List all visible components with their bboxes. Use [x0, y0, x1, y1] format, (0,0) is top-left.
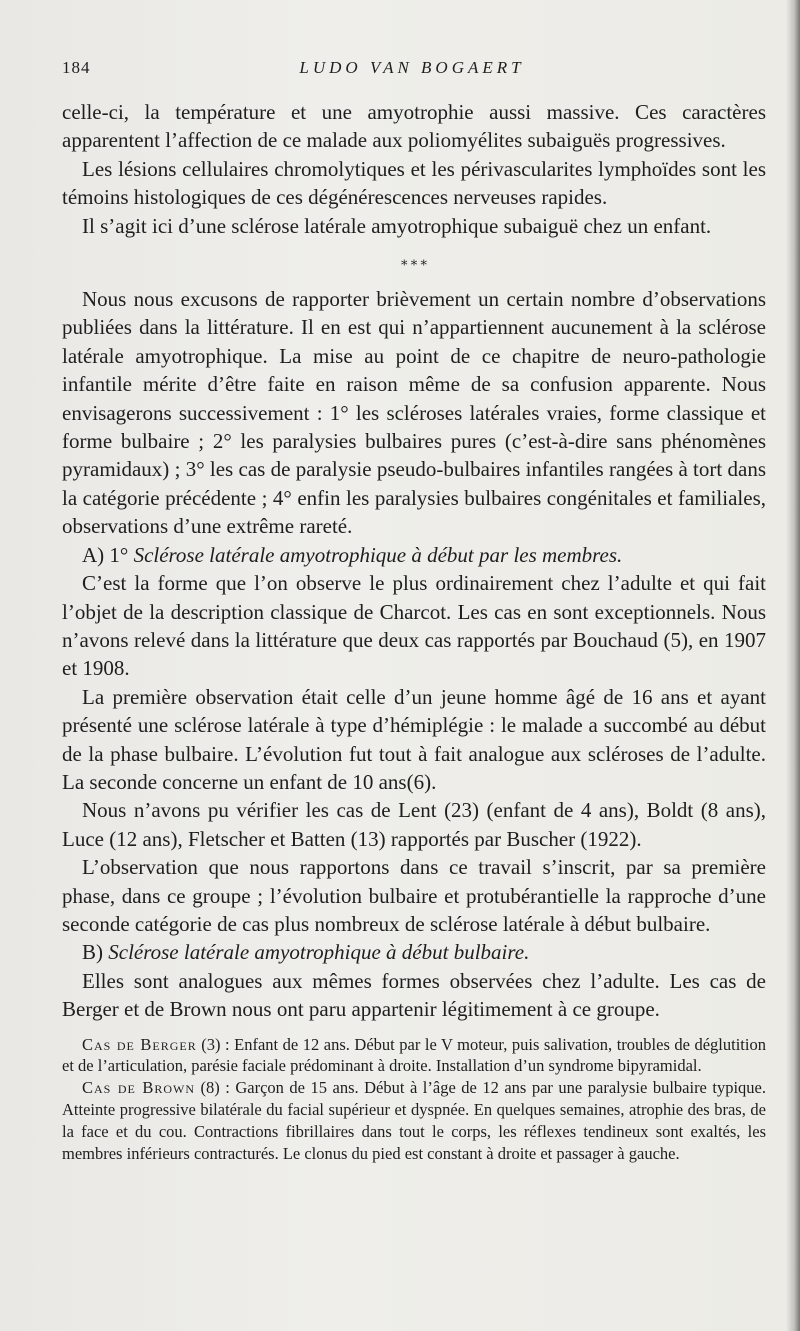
case-note-berger-head: Cas de Berger	[82, 1034, 197, 1054]
section-b-title: Sclérose latérale amyotrophique à début bulbaire.	[108, 940, 530, 965]
paragraph-5: C’est la forme que l’on observe le plus ordinairement chez l’adulte et qui fait l’objet de la description classique de Charcot. Les cas en sont exceptionnels. Nous n’avons relevé dans la littérature que deux cas rapportés par Bouchaud (5), en 1907 et 1908.	[62, 571, 766, 681]
case-note-berger	[62, 1034, 766, 1078]
case-note-brown-text: (8) : Garçon de 15 ans. Début à l’âge de 12 ans par une paralysie bulbaire typique. Atteinte progressive bilatérale du facial supérieur et dyspnée. En quelques semaines, atrophie des bras, de la face et du cou. Contractions fibrillaires dans tout le corps, les réflexes tendineux sont exaltés, les membres inférieurs contracturés. Le clonus du pied est constant à droite et passager à gauche.	[62, 1078, 767, 1163]
paragraph-1: celle-ci, la température et une amyotrophie aussi massive. Ces caractères apparentent l’affection de ce malade aux poliomyélites subaiguës progressives.	[62, 100, 766, 153]
page-number: 184	[62, 58, 91, 77]
case-note-brown	[62, 1077, 766, 1164]
paragraph-3: Il s’agit ici d’une sclérose latérale amyotrophique subaiguë chez un enfant.	[82, 213, 712, 238]
section-asterism: ⁎ ⁎ ⁎	[401, 253, 427, 269]
section-a-heading	[62, 541, 766, 569]
section-a-title: Sclérose latérale amyotrophique à début par les membres.	[133, 542, 623, 567]
paragraph-8: L’observation que nous rapportons dans ce travail s’inscrit, par sa première phase, dans ce groupe ; l’évolution bulbaire et protubérantielle la rapproche d’une seconde catégorie de cas plus nombreux de sclérose latérale à début bulbaire.	[62, 855, 766, 936]
book-spine-shadow	[786, 0, 800, 1331]
paragraph-9: Elles sont analogues aux mêmes formes observées chez l’adulte. Les cas de Berger et de Brown nous ont paru appartenir légitimement à ce groupe.	[62, 968, 766, 1022]
case-notes	[62, 1034, 766, 1165]
running-title: LUDO VAN BOGAERT	[299, 58, 525, 77]
section-a-prefix: A) 1°	[82, 542, 134, 567]
page-header	[62, 58, 762, 84]
page-body	[62, 98, 766, 1164]
case-note-brown-head: Cas de Brown	[82, 1078, 196, 1098]
paragraph-7: Nous n’avons pu vérifier les cas de Lent (23) (enfant de 4 ans), Boldt (8 ans), Luce (12 ans), Fletscher et Batten (13) rapportés par Buscher (1922).	[62, 798, 766, 851]
section-b-prefix: B)	[82, 940, 109, 965]
section-b-heading	[62, 938, 766, 966]
paragraph-6: La première observation était celle d’un jeune homme âgé de 16 ans et ayant présenté une sclérose latérale à type d’hémiplégie : le malade a succombé au début de la phase bulbaire. L’évolution fut tout à fait analogue aux scléroses de l’adulte. La seconde concerne un enfant de 10 ans(6).	[62, 684, 766, 794]
paragraph-2: Les lésions cellulaires chromolytiques et les périvascularites lymphoïdes sont les témoins histologiques de ces dégénérescences nerveuses rapides.	[62, 156, 766, 210]
paragraph-4: Nous nous excusons de rapporter brièvement un certain nombre d’observations publiées dans la littérature. Il en est qui n’appartiennent aucunement à la sclérose latérale amyotrophique. La mise au point de ce chapitre de neuro-pathologie infantile mérite d’être faite en raison même de sa confusion apparente. Nous envisagerons successivement : 1° les scléroses latérales vraies, forme classique et forme bulbaire ; 2° les paralysies bulbaires pures (c’est-à-dire sans phénomènes pyramidaux) ; 3° les cas de paralysie pseudo-bulbaires infantiles rangées à tort dans la catégorie précédente ; 4° enfin les paralysies bulbaires congénitales et familiales, observations d’une extrême rareté.	[62, 287, 766, 539]
case-note-berger-text: (3) : Enfant de 12 ans. Début par le V moteur, puis salivation, troubles de déglutition et de l’articulation, parésie faciale prédominant à droite. Installation d’un syndrome bipyramidal.	[62, 1034, 766, 1076]
